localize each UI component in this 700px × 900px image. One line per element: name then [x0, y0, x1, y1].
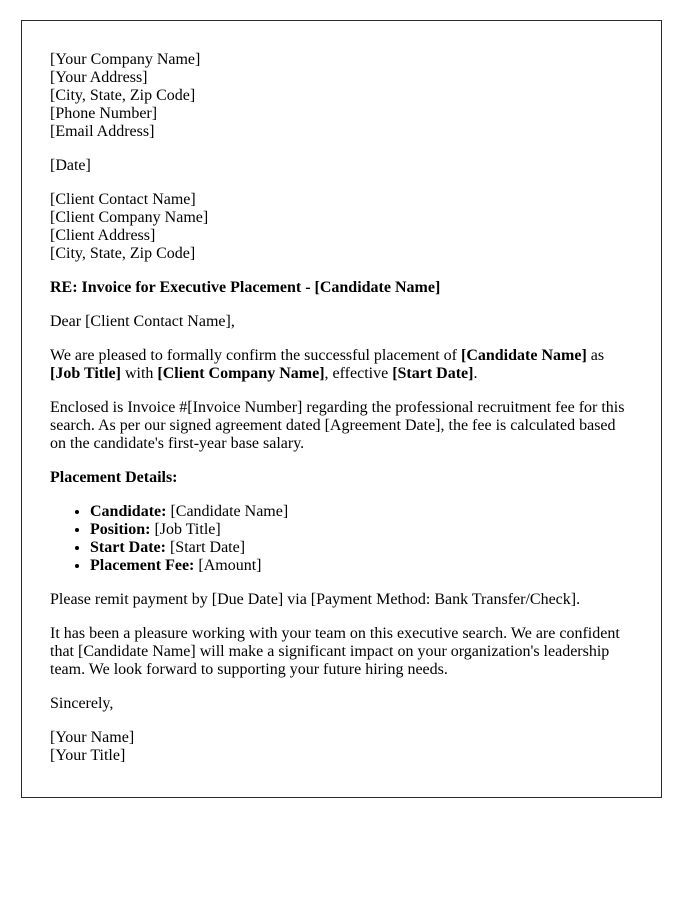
- list-item-position-label: Position:: [90, 521, 151, 538]
- confirmation-paragraph: [50, 347, 633, 383]
- invoice-paragraph: Enclosed is Invoice #[Invoice Number] regarding the professional recruitment fee for this search. As per our signed agreement dated [Agreement Date], the fee is calculated based on the candidate's first-year base salary.: [50, 399, 625, 452]
- signature-title: [Your Title]: [50, 747, 126, 764]
- list-item-candidate-value: [Candidate Name]: [170, 503, 289, 520]
- recipient-contact-name: [Client Contact Name]: [50, 191, 196, 208]
- confirmation-tail: .: [473, 365, 478, 382]
- sender-phone: [Phone Number]: [50, 105, 158, 122]
- letter-document: [21, 20, 662, 798]
- confirmation-lead: We are pleased to formally confirm the successful placement of: [50, 347, 461, 364]
- list-item-start-date-value: [Start Date]: [169, 539, 246, 556]
- confirmation-job-title: [Job Title]: [50, 365, 121, 382]
- list-item-placement-fee: [90, 557, 633, 575]
- details-heading: [50, 469, 633, 487]
- confirmation-candidate: [Candidate Name]: [461, 347, 587, 364]
- list-item-position-value: [Job Title]: [154, 521, 221, 538]
- confirmation-sep1: as: [586, 347, 605, 364]
- date-line: [Date]: [50, 157, 91, 174]
- list-item-placement-fee-label: Placement Fee:: [90, 557, 195, 574]
- details-heading-text: Placement Details:: [50, 469, 178, 486]
- list-item-candidate-label: Candidate:: [90, 503, 167, 520]
- recipient-block: [50, 191, 633, 263]
- sender-city-state-zip: [City, State, Zip Code]: [50, 87, 196, 104]
- sender-email: [Email Address]: [50, 123, 155, 140]
- payment-paragraph: Please remit payment by [Due Date] via [Payment Method: Bank Transfer/Check].: [50, 591, 581, 608]
- subject-line: [50, 279, 633, 297]
- signature-block: [50, 729, 633, 765]
- signature-name: [Your Name]: [50, 729, 135, 746]
- list-item-position: [90, 521, 633, 539]
- recipient-city-state-zip: [City, State, Zip Code]: [50, 245, 196, 262]
- confirmation-sep2: with: [120, 365, 158, 382]
- confirmation-sep3: , effective: [324, 365, 393, 382]
- recipient-address: [Client Address]: [50, 227, 156, 244]
- confirmation-start-date: [Start Date]: [392, 365, 474, 382]
- subject-text: RE: Invoice for Executive Placement - [Candidate Name]: [50, 279, 441, 296]
- confirmation-client-company: [Client Company Name]: [157, 365, 325, 382]
- sender-block: [50, 51, 633, 141]
- sender-company: [Your Company Name]: [50, 51, 201, 68]
- closing-paragraph: It has been a pleasure working with your team on this executive search. We are confident that [Candidate Name] will make a significant impact on your organization's leadership team. We look forward to supporting your future hiring needs.: [50, 625, 620, 678]
- salutation: Dear [Client Contact Name],: [50, 313, 235, 330]
- placement-details-list: [50, 503, 633, 575]
- recipient-company-name: [Client Company Name]: [50, 209, 209, 226]
- list-item-candidate: [90, 503, 633, 521]
- sender-address: [Your Address]: [50, 69, 148, 86]
- list-item-start-date-label: Start Date:: [90, 539, 166, 556]
- list-item-start-date: [90, 539, 633, 557]
- sign-off: Sincerely,: [50, 695, 114, 712]
- list-item-placement-fee-value: [Amount]: [198, 557, 262, 574]
